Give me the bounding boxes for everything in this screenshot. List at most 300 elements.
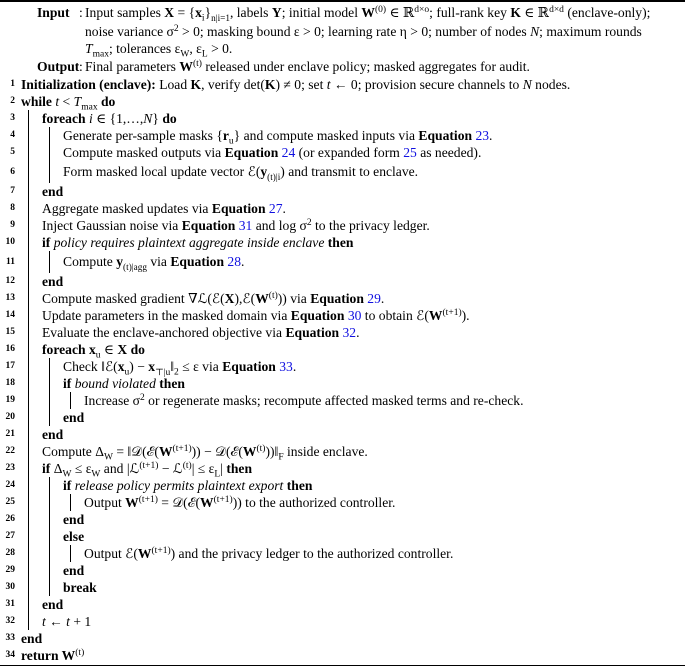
line-number: 17 (5, 361, 15, 371)
text: as needed). (416, 145, 482, 160)
text: ∈ (100, 342, 118, 357)
equation-link[interactable]: 28 (227, 254, 241, 269)
bold-text: Initialization (enclave): (21, 77, 156, 92)
superscript: d×o (414, 4, 430, 15)
italic-text: N (530, 24, 540, 39)
text: Aggregate masked updates via (42, 201, 212, 216)
line-number: 14 (5, 310, 15, 320)
bold-text: then (324, 235, 354, 250)
italic-text: t (55, 94, 60, 109)
algorithm-line (0, 375, 685, 392)
line-number: 22 (5, 446, 15, 456)
italic-text: T (73, 94, 82, 109)
italic-text: policy requires plaintext aggregate inside enclave (53, 235, 325, 250)
subscript: W (180, 49, 190, 60)
line-content (63, 528, 84, 545)
text: = ‖𝒟(ℰ( (112, 444, 159, 459)
line-number: 1 (10, 79, 15, 89)
block-bar (28, 443, 29, 460)
block-bar (28, 562, 29, 579)
italic-text: i (88, 111, 93, 126)
algorithm-line (0, 426, 685, 443)
bold-text: Equation (224, 145, 282, 160)
algorithm-line (0, 307, 685, 324)
bold-text: W (179, 59, 193, 74)
text: ). (461, 308, 470, 323)
subscript: i (201, 13, 205, 24)
line-number: 32 (5, 616, 15, 626)
line-number: 8 (10, 203, 15, 213)
line-number: 13 (5, 293, 15, 303)
text: > 0. (207, 41, 233, 56)
block-bar (49, 511, 50, 528)
text: Evaluate the enclave-anchored objective via (42, 325, 286, 340)
text: ← 0; provision secure channels to (330, 77, 523, 92)
block-bar (28, 307, 29, 324)
top-rule (0, 0, 685, 2)
algorithm-line (0, 183, 685, 200)
text: Check ‖ℰ( (63, 359, 118, 374)
bold-text: do (97, 94, 116, 109)
bold-text: if (42, 461, 54, 476)
block-bar (28, 460, 29, 477)
bold-text: Equation (211, 201, 269, 216)
subscript: W (91, 469, 101, 480)
line-content (42, 613, 91, 630)
bold-text: W (125, 495, 139, 510)
superscript: d×d (549, 4, 564, 15)
line-content (21, 647, 84, 664)
line-content (42, 217, 430, 234)
line-content (63, 562, 84, 579)
equation-link[interactable]: 24 (281, 145, 296, 160)
input-label: Input (37, 5, 70, 20)
line-content (21, 93, 116, 113)
line-number: 3 (10, 113, 15, 123)
line-number: 23 (5, 463, 15, 473)
bold-text: end (63, 563, 85, 578)
block-bar (28, 426, 29, 443)
block-bar (28, 144, 29, 161)
line-content (42, 183, 63, 200)
text: ∈ ℝ (520, 5, 550, 20)
algorithm-line (0, 324, 685, 341)
bold-text: x (195, 5, 202, 20)
block-bar (49, 477, 50, 494)
bold-text: do (127, 342, 145, 357)
bold-text: W (158, 444, 173, 459)
italic-text: T (85, 41, 93, 56)
text: noise variance σ (85, 24, 174, 39)
algorithm-line (0, 477, 685, 494)
text: Δ (53, 461, 63, 476)
bold-text: X (224, 291, 235, 306)
block-bar (28, 110, 29, 127)
block-bar (28, 545, 29, 562)
bold-text: foreach (42, 342, 89, 357)
line-content (63, 144, 481, 161)
algorithm-line (0, 251, 685, 273)
equation-link[interactable]: 31 (238, 218, 253, 233)
line-content (42, 341, 145, 361)
bold-text: Equation (418, 128, 476, 143)
block-bar (49, 375, 50, 392)
line-number: 12 (5, 276, 15, 286)
bold-text: if (42, 235, 54, 250)
block-bar (49, 562, 50, 579)
text: ))‖ (265, 444, 279, 459)
line-content (42, 234, 353, 251)
line-content (42, 443, 368, 463)
sup-sub-stack: n|i=1 (211, 13, 230, 24)
bold-text: Y (271, 5, 282, 20)
text: > 0; masking bound ε > 0; learning rate η > 0; number of nodes (178, 24, 531, 39)
bold-text: x (148, 359, 156, 374)
bold-text: W (242, 444, 257, 459)
subscript: W (103, 452, 113, 463)
block-bar (49, 579, 50, 596)
italic-text: release policy permits plaintext export (74, 478, 284, 493)
text: ) − (129, 359, 149, 374)
algorithm-line (0, 630, 685, 647)
block-bar (28, 341, 29, 358)
text: ∈ ℝ (386, 5, 415, 20)
text: ∈ {1,…, (92, 111, 144, 126)
bold-text: Equation (181, 218, 239, 233)
input-text-line (85, 23, 642, 40)
block-bar (70, 494, 71, 511)
block-bar (28, 579, 29, 596)
block-bar (70, 545, 71, 562)
algorithm-line (0, 596, 685, 613)
block-bar (49, 494, 50, 511)
block-bar (28, 596, 29, 613)
block-bar (28, 324, 29, 341)
bold-text: then (226, 461, 253, 476)
algorithm-line (0, 613, 685, 630)
line-number: 7 (10, 186, 15, 196)
block-bar (28, 528, 29, 545)
line-content (42, 273, 63, 290)
algorithm-line (0, 562, 685, 579)
algorithm-line (0, 443, 685, 463)
text: } (204, 5, 212, 20)
algorithm-line (0, 647, 685, 664)
text: < (59, 94, 74, 109)
algorithm-line (0, 341, 685, 361)
text: Output ℰ( (84, 546, 138, 561)
block-bar (28, 251, 29, 273)
superscript: (t) (268, 290, 278, 301)
algorithm-line (0, 545, 685, 562)
output-label: Output (37, 59, 80, 74)
text: Generate per-sample masks { (63, 128, 223, 143)
bold-text: end (63, 512, 85, 527)
bold-text: r (222, 128, 229, 143)
text: nodes. (531, 77, 571, 92)
text: Compute (63, 254, 117, 269)
block-bar (49, 358, 50, 375)
bold-text: y (116, 254, 124, 269)
text: ) ≠ 0; set (275, 77, 327, 92)
text: ≤ ε via (178, 359, 223, 374)
bold-text: X (117, 342, 128, 357)
line-content (63, 358, 296, 377)
line-number: 27 (5, 531, 15, 541)
text: to obtain ℰ( (361, 308, 429, 323)
line-content (63, 375, 185, 392)
block-bar (28, 375, 29, 392)
algorithm-line (0, 358, 685, 378)
line-content (84, 392, 523, 409)
line-number: 18 (5, 378, 15, 388)
italic-text: t (326, 77, 331, 92)
line-content (63, 579, 97, 596)
block-bar (28, 183, 29, 200)
line-content (42, 307, 470, 324)
bold-text: end (42, 427, 64, 442)
line-number: 5 (10, 147, 15, 157)
superscript: (t) (256, 443, 266, 454)
block-bar (28, 200, 29, 217)
text: ; maximum rounds (539, 24, 642, 39)
block-bar (49, 392, 50, 409)
subscript: max (81, 102, 98, 113)
text: | (220, 461, 227, 476)
block-bar (28, 358, 29, 375)
line-number: 6 (10, 167, 15, 177)
italic-text: bound violated (74, 376, 156, 391)
algorithm-line (0, 511, 685, 528)
line-number: 25 (5, 497, 15, 507)
equation-link[interactable]: 33 (279, 359, 293, 374)
block-bar (28, 392, 29, 409)
block-bar (28, 290, 29, 307)
block-bar (28, 273, 29, 290)
superscript: (t+1) (139, 460, 159, 471)
equation-link[interactable]: 29 (367, 291, 381, 306)
superscript: 2 (140, 392, 145, 403)
line-content (63, 409, 84, 426)
algorithm-line (0, 234, 685, 251)
text: . (282, 201, 286, 216)
text: . (380, 291, 385, 306)
subscript: F (278, 452, 284, 463)
text: . (489, 128, 493, 143)
bold-text: end (63, 410, 85, 425)
equation-link[interactable]: 32 (342, 325, 357, 340)
text: )) − 𝒟(ℰ( (191, 444, 243, 459)
text: . (241, 254, 245, 269)
line-number: 20 (5, 412, 15, 422)
text: )) via (277, 291, 311, 306)
line-content (42, 110, 177, 127)
superscript: (t+1) (138, 494, 158, 505)
superscript: 2 (306, 217, 312, 228)
bold-text: Equation (310, 291, 368, 306)
line-content (63, 161, 418, 183)
equation-link[interactable]: 25 (403, 145, 417, 160)
text: inside enclave. (283, 444, 368, 459)
block-bar (28, 511, 29, 528)
line-number: 15 (5, 327, 15, 337)
superscript: (t+1) (172, 443, 192, 454)
block-bar (28, 161, 29, 183)
algorithm-line (0, 127, 685, 147)
text: . (292, 359, 297, 374)
block-bar (49, 528, 50, 545)
algorithm-line (0, 200, 685, 217)
text: , labels (229, 5, 272, 20)
superscript: (t+1) (213, 494, 233, 505)
text: and log σ (252, 218, 307, 233)
text: = 𝒟(ℰ( (157, 495, 201, 510)
algorithm-line (0, 579, 685, 596)
superscript: 2 (173, 23, 179, 34)
text: Output (84, 495, 126, 510)
text: released under enclave policy; masked aggregates for audit. (201, 59, 530, 74)
bold-text: Equation (290, 308, 348, 323)
line-number: 19 (5, 395, 15, 405)
text: ; initial model (281, 5, 362, 20)
line-number: 33 (5, 633, 15, 643)
algorithm-line (0, 528, 685, 545)
text: to the privacy ledger. (311, 218, 430, 233)
output-colon: : (79, 59, 83, 74)
bold-text: foreach (42, 111, 89, 126)
line-number: 31 (5, 599, 15, 609)
text: via (146, 254, 171, 269)
block-bar (70, 392, 71, 409)
text: − ℒ (158, 461, 183, 476)
text: Compute masked gradient ∇ℒ(ℰ( (42, 291, 225, 306)
block-bar (28, 409, 29, 426)
subscript: L (201, 49, 208, 60)
text: . (356, 325, 360, 340)
bold-text: W (61, 648, 76, 663)
line-number: 28 (5, 548, 15, 558)
bold-text: else (63, 529, 85, 544)
superscript: (t+1) (151, 545, 171, 556)
line-content (21, 76, 570, 93)
bold-text: K (510, 5, 521, 20)
algorithm-line (0, 409, 685, 426)
line-content (42, 290, 384, 307)
equation-link[interactable]: 27 (268, 201, 283, 216)
text: )) to the authorized controller. (232, 495, 396, 510)
algorithm-line (0, 392, 685, 409)
line-number: 9 (10, 220, 15, 230)
italic-text: N (522, 77, 532, 92)
block-bar (28, 127, 29, 144)
text: + 1 (69, 614, 92, 629)
superscript: (t) (192, 58, 202, 69)
block-bar (49, 251, 50, 273)
equation-link[interactable]: 30 (347, 308, 362, 323)
line-content (84, 494, 395, 511)
line-number: 29 (5, 565, 15, 575)
line-content (63, 477, 312, 494)
superscript: (0) (374, 4, 387, 15)
text: Inject Gaussian noise via (42, 218, 182, 233)
sup-sub-stack: (t)|agg (123, 262, 147, 273)
text: } and compute masked inputs via (233, 128, 419, 143)
equation-link[interactable]: 23 (475, 128, 490, 143)
block-bar (49, 161, 50, 183)
line-number: 30 (5, 582, 15, 592)
bold-text: Equation (222, 359, 280, 374)
line-content (42, 200, 286, 217)
subscript: W (62, 469, 72, 480)
block-bar (28, 217, 29, 234)
text: or regenerate masks; recompute affected masked terms and re-check. (144, 393, 524, 408)
text: ) and the privacy ledger to the authorized controller. (170, 546, 454, 561)
text: ≤ ε (71, 461, 92, 476)
block-bar (28, 494, 29, 511)
bottom-rule (0, 665, 685, 666)
text: (enclave-only); (563, 5, 651, 20)
text: ; full-rank key (429, 5, 511, 20)
superscript: (t+1) (442, 307, 462, 318)
line-number: 11 (6, 257, 15, 267)
line-content (42, 324, 359, 341)
line-number: 26 (5, 514, 15, 524)
subscript: u (124, 367, 130, 378)
algorithm-line (0, 273, 685, 290)
output-text-line (85, 58, 530, 75)
block-bar (49, 144, 50, 161)
line-number: 4 (10, 130, 15, 140)
text: ) and transmit to enclave. (280, 164, 419, 179)
subscript: u (95, 350, 101, 361)
line-content (42, 426, 63, 443)
algorithm-line (0, 93, 685, 113)
text: ← (45, 614, 67, 629)
bold-text: end (42, 274, 64, 289)
algorithm-line (0, 76, 685, 93)
algorithm-line (0, 110, 685, 127)
text: ),ℰ( (234, 291, 256, 306)
bold-text: if (63, 376, 75, 391)
bold-text: x (88, 342, 96, 357)
bold-text: break (63, 580, 97, 595)
algorithm-line (0, 217, 685, 234)
italic-text: t (66, 614, 70, 629)
bold-text: W (200, 495, 214, 510)
text: Update parameters in the masked domain via (42, 308, 291, 323)
line-content (42, 596, 63, 613)
text: Load (155, 77, 191, 92)
text: Form masked local update vector ℰ( (63, 164, 261, 179)
bold-text: X (164, 5, 175, 20)
text: ; tolerances ε (108, 41, 181, 56)
superscript: (t) (75, 647, 85, 658)
block-bar (49, 545, 50, 562)
line-content (42, 460, 253, 480)
text: } (152, 111, 163, 126)
italic-text: t (42, 614, 46, 629)
text: Increase σ (84, 393, 141, 408)
bold-text: end (21, 631, 43, 646)
bold-text: end (42, 184, 64, 199)
bold-text: W (255, 291, 269, 306)
bold-text: Equation (285, 325, 343, 340)
block-bar (49, 127, 50, 144)
bold-text: K (190, 77, 202, 92)
input-colon: : (79, 5, 83, 20)
bold-text: while (21, 94, 56, 109)
algorithm-line (0, 460, 685, 480)
